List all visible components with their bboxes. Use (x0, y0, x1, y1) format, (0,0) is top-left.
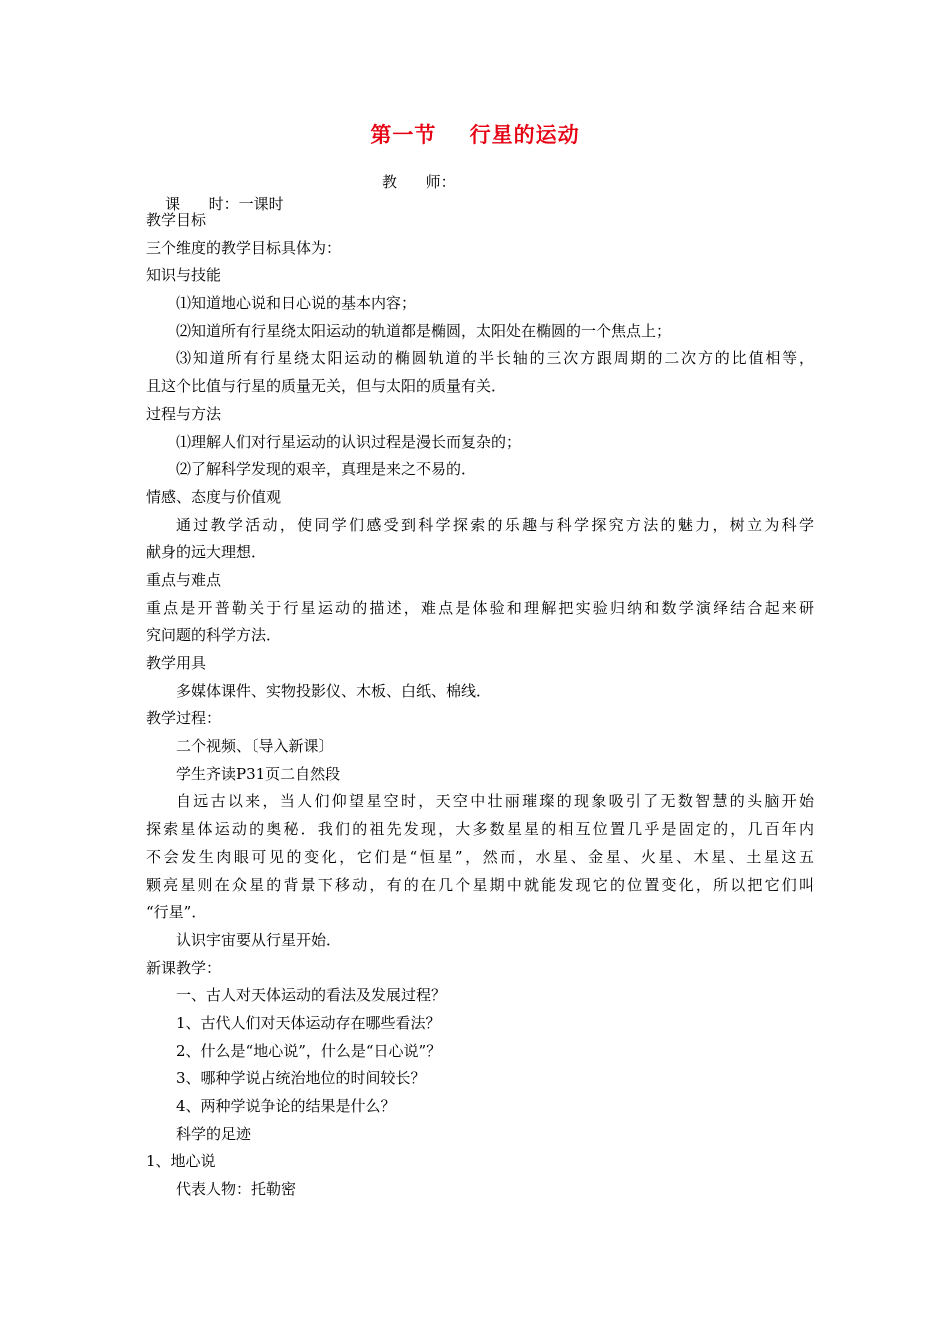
text-line: 多媒体课件、实物投影仪、木板、白纸、棉线． (176, 681, 492, 700)
text-line: “行星”． (146, 903, 207, 922)
lesson-period: 课 时：一课时 (165, 195, 284, 213)
text-line: 重点是开普勒关于行星运动的描述，难点是体验和理解把实验归纳和数学演绎结合起来研 (146, 598, 814, 617)
text-line: 不会发生肉眼可见的变化，它们是“恒星”，然而，水星、金星、火星、木星、土星这五 (146, 847, 814, 866)
text-line: 二个视频、〔导入新课〕 (176, 737, 334, 756)
lesson-teacher: 教 师： (382, 173, 456, 191)
text-line: 教学过程： (146, 709, 222, 728)
text-line: 科学的足迹 (176, 1124, 252, 1143)
text-line: 教学用具 (146, 654, 207, 672)
text-line: 认识宇宙要从行星开始． (176, 930, 342, 949)
text-line: ⑴知道地心说和日心说的基本内容； (176, 294, 417, 313)
text-line: 献身的远大理想． (146, 543, 267, 562)
text-line: 且这个比值与行星的质量无关，但与太阳的质量有关． (146, 377, 507, 396)
text-line: 3、哪种学说占统治地位的时间较长？ (176, 1069, 426, 1088)
text-line: ⑵知道所有行星绕太阳运动的轨道都是椭圆，太阳处在椭圆的一个焦点上； (176, 321, 672, 340)
document-title: 第一节 行星的运动 (370, 122, 580, 147)
text-line: ⑶知道所有行星绕太阳运动的椭圆轨道的半长轴的三次方跟周期的二次方的比值相等， (176, 349, 814, 368)
text-line: ⑴理解人们对行星运动的认识过程是漫长而复杂的； (176, 432, 522, 451)
text-line: 一、古人对天体运动的看法及发展过程？ (176, 986, 447, 1005)
text-line: 代表人物：托勒密 (176, 1180, 297, 1199)
document-body (146, 207, 814, 1204)
text-line: 探索星体运动的奥秘．我们的祖先发现，大多数星星的相互位置几乎是固定的，几百年内 (146, 820, 814, 839)
text-line: 情感、态度与价值观 (146, 487, 282, 506)
text-line: 学生齐读P31页二自然段 (176, 764, 341, 783)
text-line: 过程与方法 (146, 404, 222, 423)
text-line: 教学目标 (146, 211, 207, 229)
text-line: 通过教学活动，使同学们感受到科学探索的乐趣与科学探究方法的魅力，树立为科学 (176, 515, 814, 534)
text-line: 2、什么是“地心说”，什么是“日心说”？ (176, 1041, 442, 1060)
text-line: 1、古代人们对天体运动存在哪些看法？ (176, 1013, 441, 1032)
text-line: 三个维度的教学目标具体为： (146, 238, 342, 257)
text-line: 自远古以来，当人们仰望星空时，天空中壮丽璀璨的现象吸引了无数智慧的头脑开始 (176, 792, 814, 811)
text-line: 4、两种学说争论的结果是什么？ (176, 1097, 396, 1115)
text-line: 重点与难点 (146, 570, 222, 589)
text-line: 知识与技能 (146, 266, 222, 285)
text-line: ⑵了解科学发现的艰辛，真理是来之不易的． (176, 460, 477, 479)
text-line: 究问题的科学方法． (146, 626, 282, 645)
text-line: 1、地心说 (146, 1152, 216, 1171)
text-line: 颗亮星则在众星的背景下移动，有的在几个星期中就能发现它的位置变化，所以把它们叫 (146, 875, 814, 894)
text-line: 新课教学： (146, 958, 222, 977)
